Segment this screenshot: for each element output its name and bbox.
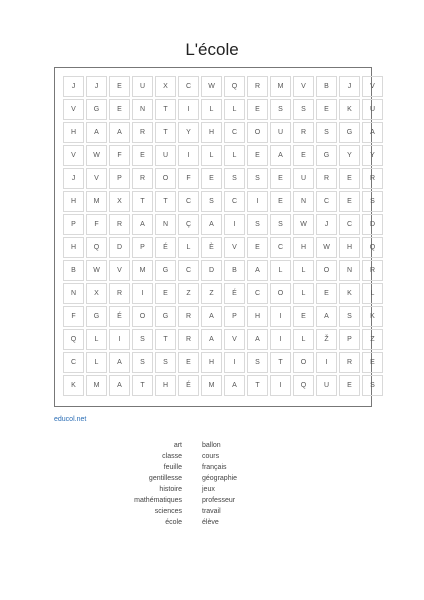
grid-cell: E [155,283,176,304]
grid-cell: P [63,214,84,235]
grid-cell: R [247,76,268,97]
grid-cell: C [224,122,245,143]
grid-cell: L [86,329,107,350]
grid-cell: E [109,99,130,120]
grid-cell: É [109,306,130,327]
grid-cell: X [109,191,130,212]
grid-cell: J [63,76,84,97]
grid-cell: Z [362,329,383,350]
grid-cell: Ç [178,214,199,235]
grid-cell: C [178,76,199,97]
grid-cell: S [247,214,268,235]
grid-cell: F [109,145,130,166]
word-list-item: cours [202,453,220,460]
grid-cell: H [63,122,84,143]
grid-cell: H [201,352,222,373]
grid-cell: T [270,352,291,373]
grid-cell: I [178,145,199,166]
word-list-item: géographie [202,475,238,482]
grid-cell: E [247,237,268,258]
grid-cell: T [155,329,176,350]
grid-cell: Q [63,329,84,350]
word-list-item: jeux [202,486,215,493]
grid-cell: S [247,168,268,189]
grid-cell: W [293,214,314,235]
word-list-item: histoire [159,486,182,493]
grid-cell: A [270,145,291,166]
grid-cell: N [63,283,84,304]
word-search-grid [63,76,383,396]
word-list-item: école [165,519,182,526]
grid-cell: G [155,306,176,327]
grid-cell: K [63,375,84,396]
grid-cell: U [270,122,291,143]
grid-cell: H [155,375,176,396]
grid-cell: S [132,329,153,350]
grid-cell: W [86,145,107,166]
grid-cell: U [316,375,337,396]
word-list-item: sciences [154,508,182,515]
grid-cell: I [270,306,291,327]
grid-cell: A [316,306,337,327]
grid-cell: Z [178,283,199,304]
grid-cell: V [63,145,84,166]
word-list-item: travail [202,508,221,515]
grid-cell: E [293,306,314,327]
grid-cell: P [109,168,130,189]
grid-cell: L [201,99,222,120]
word-list-left [134,440,182,528]
grid-cell: R [178,306,199,327]
grid-cell: S [339,306,360,327]
grid-cell: S [270,214,291,235]
grid-cell: K [339,99,360,120]
grid-cell: W [86,260,107,281]
grid-cell: H [293,237,314,258]
word-list-item: gentillesse [148,475,182,482]
grid-cell: V [224,237,245,258]
grid-cell: R [178,329,199,350]
grid-cell: U [132,76,153,97]
grid-cell: Y [339,145,360,166]
grid-cell: V [86,168,107,189]
grid-cell: L [362,283,383,304]
grid-cell: E [316,283,337,304]
grid-cell: S [362,191,383,212]
grid-cell: I [224,214,245,235]
grid-cell: Ž [316,329,337,350]
grid-cell: M [86,375,107,396]
grid-cell: A [201,214,222,235]
grid-cell: J [63,168,84,189]
grid-cell: V [224,329,245,350]
grid-cell: R [362,168,383,189]
grid-cell: G [316,145,337,166]
grid-cell: J [316,214,337,235]
grid-cell: S [316,122,337,143]
grid-cell: F [178,168,199,189]
grid-cell: P [339,329,360,350]
grid-cell: G [86,99,107,120]
grid-cell: N [155,214,176,235]
page-title: L'école [185,40,239,59]
grid-cell: É [224,283,245,304]
grid-cell: V [63,99,84,120]
grid-cell: A [247,260,268,281]
grid-cell: E [293,145,314,166]
grid-cell: O [293,352,314,373]
grid-cell: H [63,191,84,212]
grid-cell: R [109,283,130,304]
grid-cell: M [270,76,291,97]
grid-cell: E [247,145,268,166]
grid-cell: V [293,76,314,97]
grid-cell: A [86,122,107,143]
grid-cell: Z [201,283,222,304]
grid-cell: E [339,168,360,189]
word-list-right [202,440,237,528]
word-list-item: professeur [202,497,236,504]
word-list-item: élève [202,519,219,526]
grid-cell: G [86,306,107,327]
grid-cell: A [201,306,222,327]
grid-cell: D [362,214,383,235]
grid-cell: C [63,352,84,373]
grid-cell: Q [224,76,245,97]
grid-cell: P [132,237,153,258]
grid-cell: S [132,352,153,373]
word-list-item: mathématiques [134,497,182,504]
grid-cell: N [132,99,153,120]
grid-cell: E [247,99,268,120]
grid-cell: L [293,283,314,304]
grid-cell: S [247,352,268,373]
grid-cell: J [339,76,360,97]
grid-cell: V [109,260,130,281]
grid-cell: U [155,145,176,166]
grid-cell: L [293,260,314,281]
grid-cell: V [362,76,383,97]
grid-cell: G [339,122,360,143]
grid-cell: I [224,352,245,373]
grid-cell: A [109,375,130,396]
grid-cell: K [339,283,360,304]
grid-cell: R [132,122,153,143]
grid-cell: E [201,168,222,189]
grid-cell: I [109,329,130,350]
grid-cell: H [247,306,268,327]
grid-cell: I [132,283,153,304]
grid-cell: C [270,237,291,258]
grid-cell: R [316,168,337,189]
grid-cell: S [270,99,291,120]
word-list-item: ballon [202,442,221,449]
grid-cell: I [270,375,291,396]
grid-cell: L [270,260,291,281]
grid-cell: C [178,260,199,281]
grid-cell: É [178,375,199,396]
grid-cell: B [63,260,84,281]
grid-cell: W [201,76,222,97]
grid-cell: E [362,352,383,373]
grid-cell: A [201,329,222,350]
grid-cell: L [224,145,245,166]
grid-cell: L [86,352,107,373]
grid-cell: S [362,375,383,396]
grid-cell: R [339,352,360,373]
grid-cell: T [155,122,176,143]
word-list-item: feuille [163,464,182,471]
grid-cell: C [247,283,268,304]
grid-cell: A [362,122,383,143]
grid-cell: D [201,260,222,281]
grid-cell: M [132,260,153,281]
grid-cell: E [339,375,360,396]
grid-cell: A [132,214,153,235]
grid-cell: A [109,122,130,143]
grid-cell: Q [362,237,383,258]
grid-cell: W [316,237,337,258]
grid-cell: L [293,329,314,350]
word-list-item: classe [162,453,182,460]
grid-cell: O [247,122,268,143]
grid-cell: I [270,329,291,350]
grid-cell: G [155,260,176,281]
grid-cell: T [155,191,176,212]
grid-cell: H [201,122,222,143]
word-list-item: art [173,442,182,449]
grid-cell: C [224,191,245,212]
word-list-item: français [202,464,227,471]
grid-cell: N [293,191,314,212]
grid-cell: O [155,168,176,189]
grid-cell: Q [293,375,314,396]
grid-cell: E [270,168,291,189]
grid-cell: T [132,375,153,396]
grid-cell: A [247,329,268,350]
source-link[interactable]: educol.net [54,416,87,423]
grid-cell: U [293,168,314,189]
grid-cell: O [270,283,291,304]
grid-cell: P [224,306,245,327]
grid-cell: C [178,191,199,212]
grid-cell: E [109,76,130,97]
grid-cell: Q [86,237,107,258]
grid-cell: L [178,237,199,258]
grid-cell: F [86,214,107,235]
grid-cell: T [155,99,176,120]
grid-cell: S [201,191,222,212]
grid-cell: K [362,306,383,327]
grid-cell: I [247,191,268,212]
grid-cell: O [132,306,153,327]
grid-cell: A [224,375,245,396]
grid-cell: B [316,76,337,97]
grid-cell: C [316,191,337,212]
grid-cell: É [155,237,176,258]
grid-cell: U [362,99,383,120]
grid-cell: N [339,260,360,281]
grid-cell: A [109,352,130,373]
grid-cell: E [132,145,153,166]
grid-cell: S [293,99,314,120]
grid-cell: E [316,99,337,120]
grid-cell: D [109,237,130,258]
grid-cell: E [270,191,291,212]
grid-cell: I [316,352,337,373]
grid-cell: O [316,260,337,281]
grid-cell: I [178,99,199,120]
grid-cell: C [339,214,360,235]
grid-cell: R [362,260,383,281]
grid-cell: R [293,122,314,143]
grid-cell: E [178,352,199,373]
grid-cell: T [132,191,153,212]
grid-cell: X [86,283,107,304]
grid-cell: L [201,145,222,166]
grid-cell: Y [178,122,199,143]
grid-cell: M [86,191,107,212]
grid-cell: J [86,76,107,97]
grid-cell: H [339,237,360,258]
grid-cell: T [247,375,268,396]
grid-cell: R [109,214,130,235]
grid-cell: X [155,76,176,97]
grid-cell: R [132,168,153,189]
grid-cell: Y [362,145,383,166]
grid-cell: L [224,99,245,120]
grid-cell: E [339,191,360,212]
grid-cell: H [63,237,84,258]
grid-cell: S [155,352,176,373]
grid-cell: È [201,237,222,258]
grid-cell: S [224,168,245,189]
grid-cell: F [63,306,84,327]
grid-cell: B [224,260,245,281]
grid-cell: M [201,375,222,396]
